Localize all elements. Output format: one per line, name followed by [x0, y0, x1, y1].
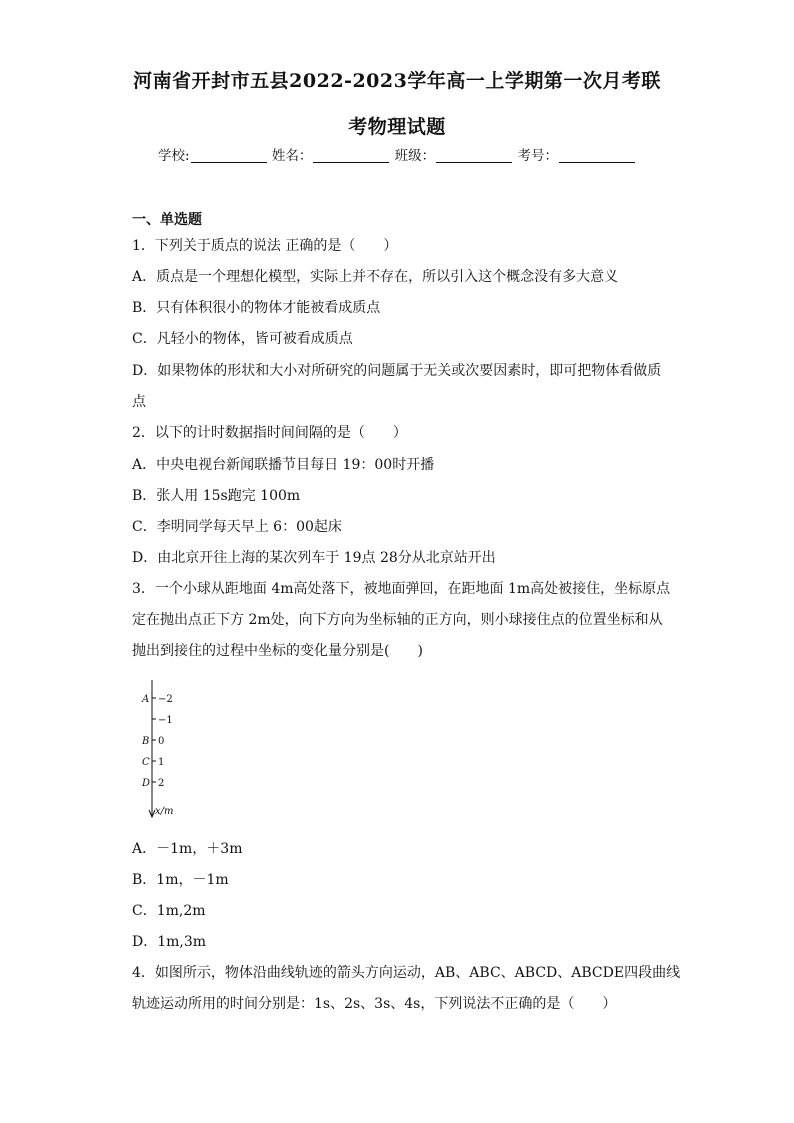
coordinate-axis-figure [138, 680, 198, 820]
exam-title-line-2: 考物理试题 [348, 116, 446, 138]
point-label-c: C [142, 757, 150, 768]
tick-value-neg1: −1 [158, 715, 173, 726]
name-label: 姓名： [271, 148, 313, 164]
question-2-option-a: A．中央电视台新闻联播节目每日 19：00时开播 [132, 457, 435, 473]
point-label-b: B [142, 736, 150, 747]
axis-point-c [142, 757, 164, 768]
question-1-option-d-cont: 点 [132, 394, 146, 410]
question-3-stem-line-2: 定在抛出点正下方 2m处，向下方向为坐标轴的正方向，则小球接住点的位置坐标和从 [132, 612, 663, 628]
question-3-option-b: B．1m，－1m [132, 872, 229, 888]
tick-value-d: 2 [158, 778, 165, 789]
axis-label: x/m [155, 806, 174, 817]
question-1-option-c: C．凡轻小的物体，皆可被看成质点 [132, 331, 353, 347]
question-2-stem: 2．以下的计时数据指时间间隔的是（ ） [132, 425, 407, 441]
question-1-option-a: A．质点是一个理想化模型，实际上并不存在，所以引入这个概念没有多大意义 [132, 269, 619, 285]
question-3-stem-line-1: 3．一个小球从距地面 4m高处落下，被地面弹回，在距地面 1m高处被接住，坐标原点 [132, 581, 671, 597]
question-2-option-d: D．由北京开往上海的某次列车于 19点 28分从北京站开出 [132, 550, 496, 566]
question-2-option-c: C．李明同学每天早上 6：00起床 [132, 519, 342, 535]
question-1-option-d: D．如果物体的形状和大小对所研究的问题属于无关或次要因素时，即可把物体看做质 [132, 363, 662, 379]
name-blank[interactable] [313, 148, 389, 163]
question-3-stem-line-3: 抛出到接住的过程中坐标的变化量分别是( ) [132, 643, 423, 659]
tick-value-a: −2 [158, 694, 173, 705]
class-blank[interactable] [436, 148, 512, 163]
axis-point-a [141, 694, 173, 705]
axis-point-b [141, 736, 164, 747]
exam-number-label: 考号： [517, 148, 558, 164]
school-blank[interactable] [191, 148, 267, 163]
axis-point-d [141, 778, 164, 789]
question-3-option-c: C．1m,2m [132, 903, 206, 919]
section-heading: 一、单选题 [132, 212, 202, 228]
question-3-option-d: D．1m,3m [132, 934, 207, 950]
point-label-a: A [142, 694, 150, 705]
student-info-row [0, 144, 794, 164]
exam-number-blank[interactable] [559, 148, 635, 163]
question-4-stem-line-1: 4．如图所示，物体沿曲线轨迹的箭头方向运动，AB、ABC、ABCD、ABCDE四段曲线 [132, 965, 681, 981]
exam-title-line-1: 河南省开封市五县2022-2023学年高一上学期第一次月考联 [133, 70, 661, 92]
school-label: 学校: [158, 148, 190, 164]
axis-point-neg1 [152, 715, 173, 726]
question-2-option-b: B．张人用 15s跑完 100m [132, 488, 301, 504]
question-1-stem: 1．下列关于质点的说法 正确的是（ ） [132, 238, 398, 254]
class-label: 班级： [394, 148, 436, 164]
question-4-stem-line-2: 轨迹运动所用的时间分别是：1s、2s、3s、4s，下列说法不正确的是（ ） [132, 996, 617, 1012]
tick-value-b: 0 [158, 736, 165, 747]
question-1-option-b: B．只有体积很小的物体才能被看成质点 [132, 300, 381, 316]
tick-value-c: 1 [158, 757, 165, 768]
point-label-d: D [142, 778, 151, 789]
question-3-option-a: A．－1m，＋3m [132, 841, 243, 857]
